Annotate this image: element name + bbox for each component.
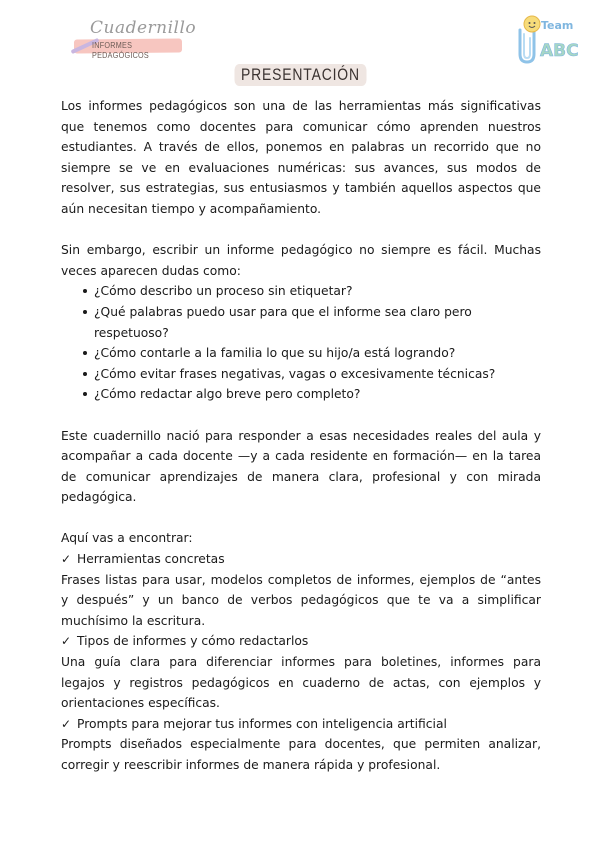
logo-abc-text: ABC: [540, 41, 579, 61]
page-title-wrap: [0, 64, 600, 86]
checkmark-icon: ✓: [61, 634, 72, 649]
feature-heading: [61, 714, 541, 735]
feature-description: Frases listas para usar, modelos completos de informes, ejemplos de “antes y después” y un banco de verbos pedagógicos que te va a simplificar muchísimo la escritura.: [61, 572, 541, 628]
list-item: ¿Qué palabras puedo usar para que el informe sea claro pero respetuoso?: [83, 302, 541, 343]
list-item: ¿Cómo describo un proceso sin etiquetar?: [83, 281, 541, 302]
list-item: ¿Cómo contarle a la familia lo que su hijo/a está logrando?: [83, 343, 541, 364]
cuadernillo-logo: [66, 18, 197, 60]
doubts-list: [61, 281, 541, 405]
find-intro: Aquí vas a encontrar:: [61, 531, 193, 546]
list-item: ¿Cómo redactar algo breve pero completo?: [83, 384, 541, 405]
logo-subtitle: INFORMES PEDAGÓGICOS: [92, 40, 150, 60]
logo-team-text: Team: [541, 19, 574, 32]
paperclip-icon: [510, 12, 582, 64]
feature-title: Prompts para mejorar tus informes con inteligencia artificial: [77, 716, 447, 731]
document-body: [61, 96, 541, 776]
feature-heading: [61, 631, 541, 652]
intro-paragraph: Los informes pedagógicos son una de las herramientas más significativas que tenemos como docentes para comunicar cómo aprenden nuestros estudiantes. A través de ellos, ponemos en palabras un recorrido que no siempre se ve en evaluaciones numéricas: sus avances, sus modos de resolver, sus estrategias, sus entusiasmos y también aquellos aspectos que aún necesitan tiempo y acompañamiento.: [61, 99, 541, 216]
feature-description: Prompts diseñados especialmente para docentes, que permiten analizar, corregir y reescribir informes de manera rápida y profesional.: [61, 737, 541, 772]
team-abc-logo: [510, 12, 582, 64]
checkmark-icon: ✓: [61, 552, 72, 567]
feature-heading: [61, 549, 541, 570]
logo-script-text: Cuadernillo: [90, 18, 197, 38]
difficulty-paragraph: Sin embargo, escribir un informe pedagógico no siempre es fácil. Muchas veces aparecen dudas como:: [61, 243, 541, 278]
purpose-paragraph: Este cuadernillo nació para responder a esas necesidades reales del aula y acompañar a cada docente —y a cada residente en formación— en la tarea de comunicar aprendizajes de manera clara, profesional y con mirada pedagógica.: [61, 428, 541, 505]
checkmark-icon: ✓: [61, 716, 72, 731]
page-title: PRESENTACIÓN: [234, 64, 366, 86]
feature-title: Tipos de informes y cómo redactarlos: [77, 634, 309, 649]
feature-description: Una guía clara para diferenciar informes para boletines, informes para legajos y registros pedagógicos en cuaderno de actas, con ejemplos y orientaciones específicas.: [61, 655, 541, 711]
list-item: ¿Cómo evitar frases negativas, vagas o excesivamente técnicas?: [83, 364, 541, 385]
feature-title: Herramientas concretas: [77, 552, 225, 567]
